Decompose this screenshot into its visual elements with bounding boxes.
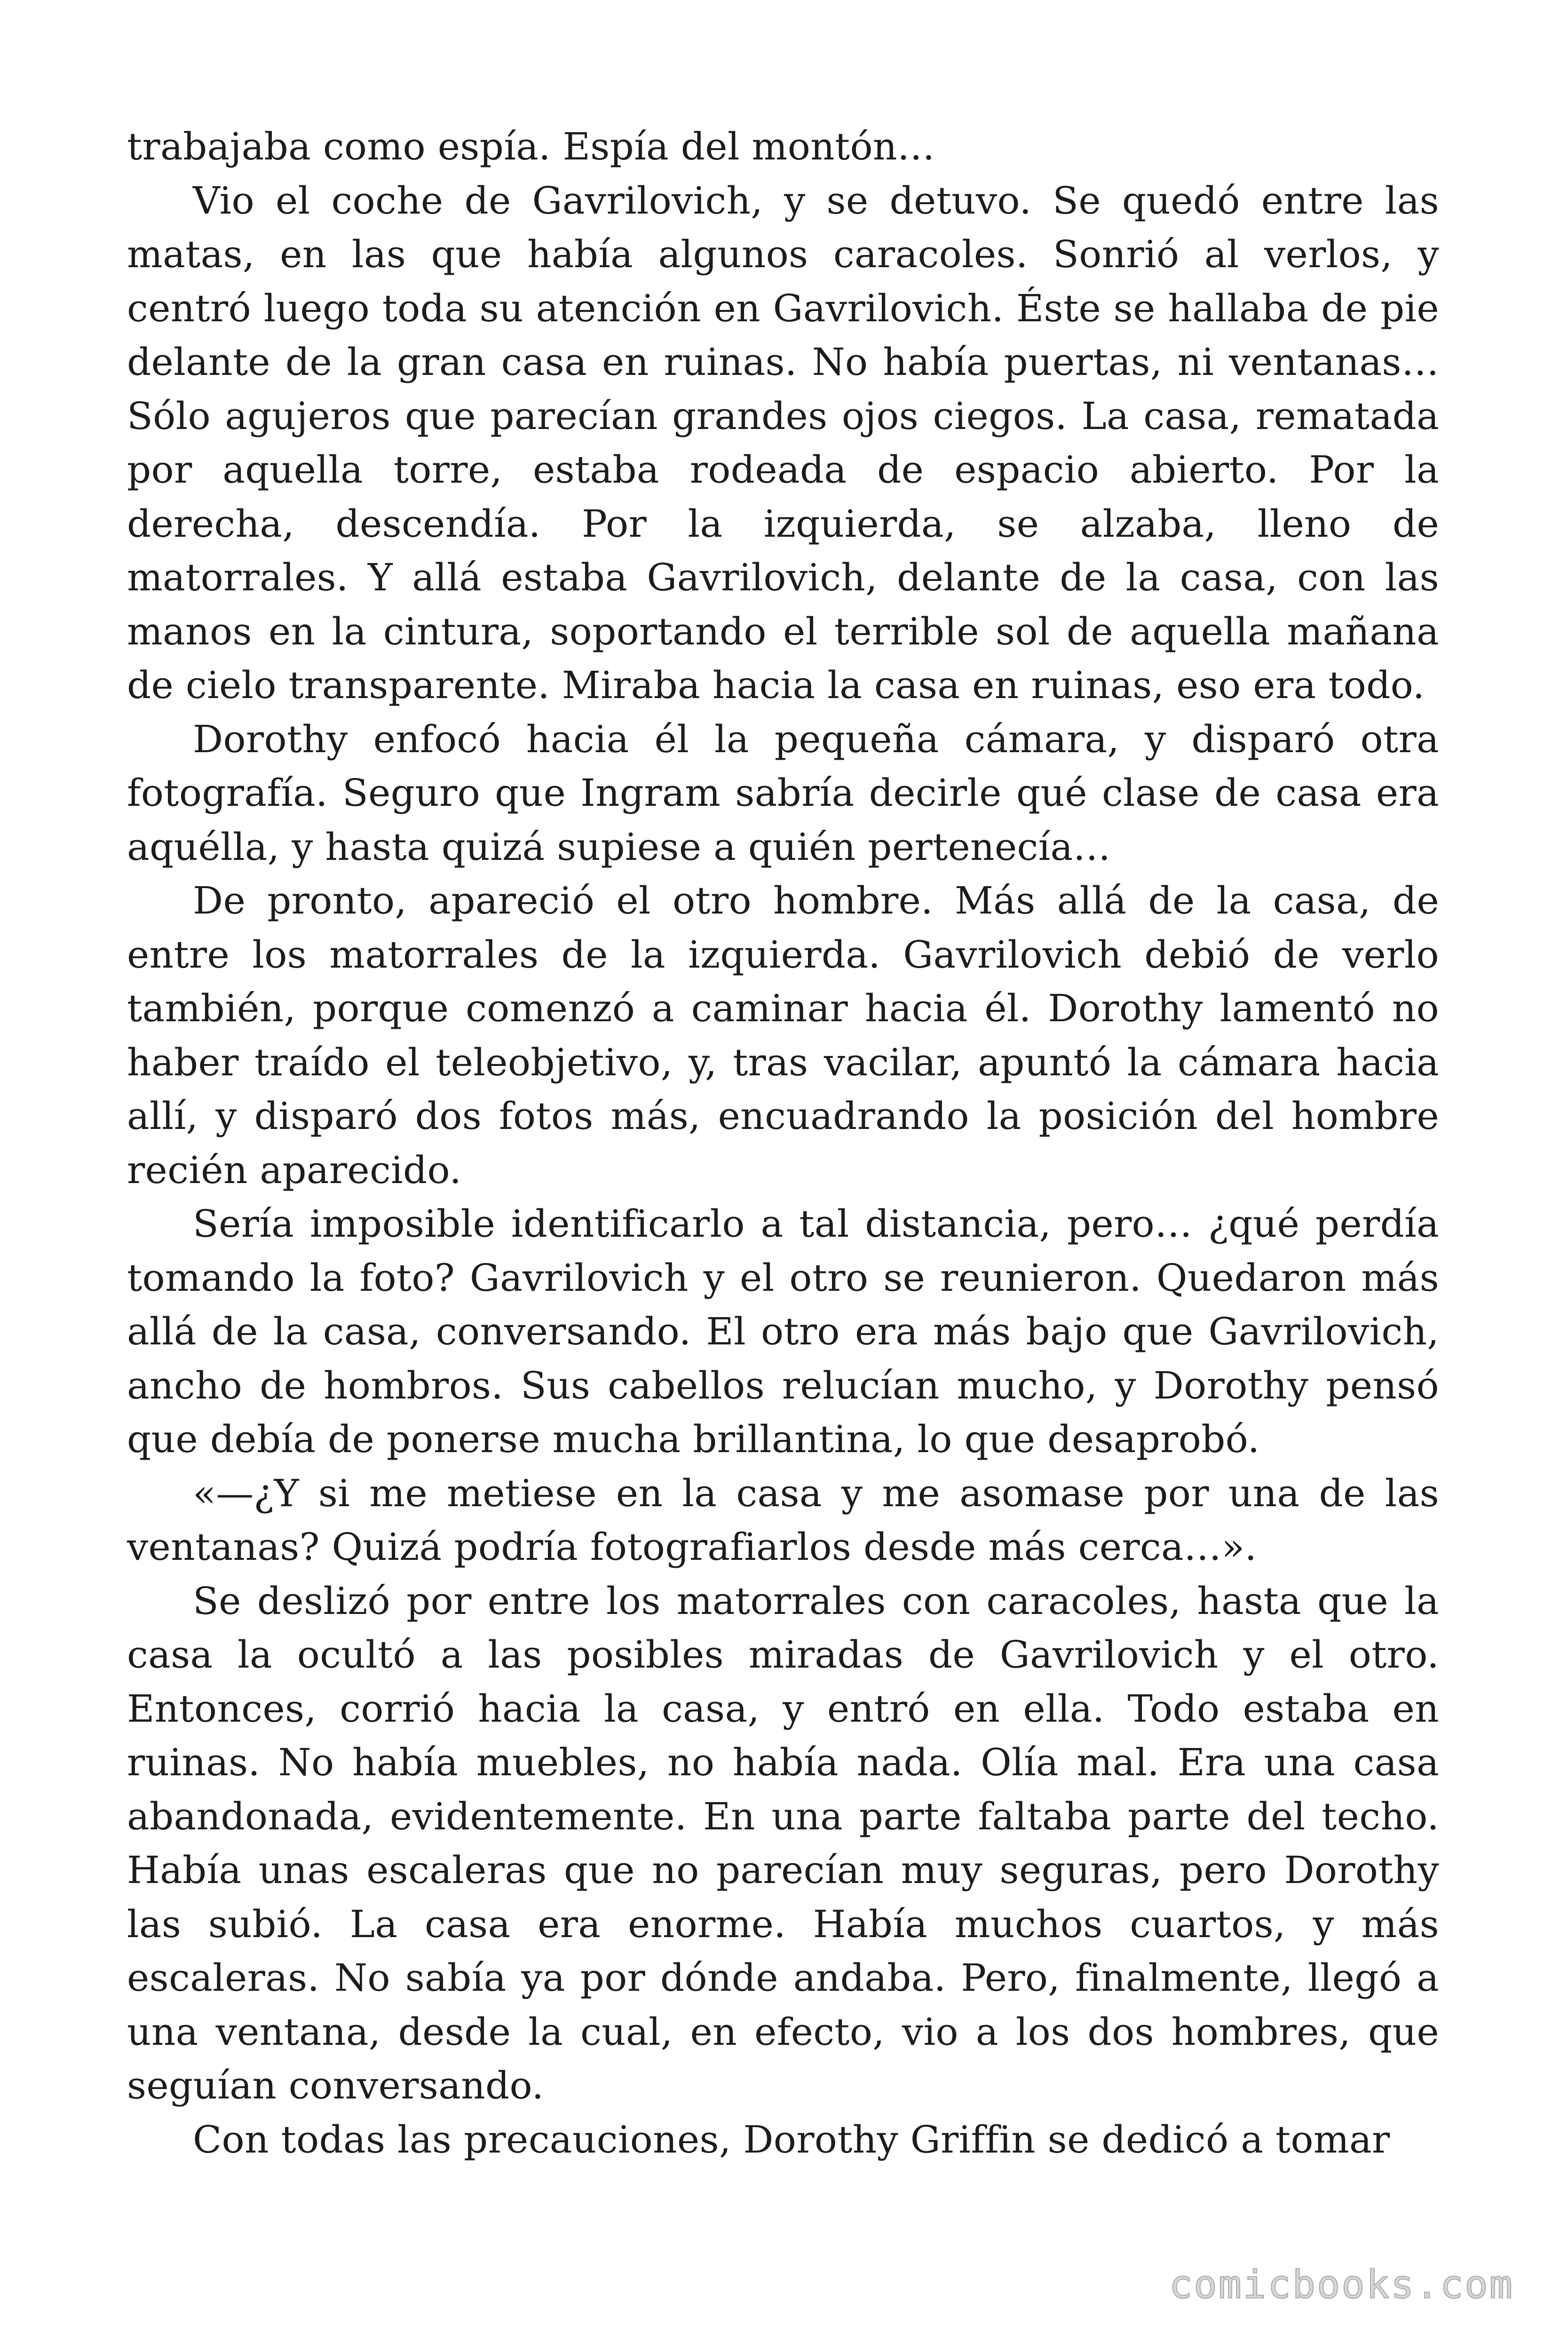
paragraph: De pronto, apareció el otro hombre. Más allá de la casa, de entre los matorrales de la izquierda. Gavrilovich debió de verlo también, porque comenzó a caminar hacia él. Dorothy lamentó no haber traído el teleobjetivo, y, tras vacilar, apuntó la cámara hacia allí, y disparó dos fotos más, encuadrando la posición del hombre recién aparecido. <box>127 879 1439 1192</box>
watermark: comicbooks.com <box>1169 2263 1514 2307</box>
paragraph: Dorothy enfocó hacia él la pequeña cámara, y disparó otra fotografía. Seguro que Ingram sabría decirle qué clase de casa era aquélla, y hasta quizá supiese a quién pertenecía… <box>127 717 1439 869</box>
body-text <box>127 120 1439 2167</box>
paragraph: Vio el coche de Gavrilovich, y se detuvo. Se quedó entre las matas, en las que había algunos caracoles. Sonrió al verlos, y centró luego toda su atención en Gavrilovich. Éste se hallaba de pie delante de la gran casa en ruinas. No había puertas, ni ventanas… Sólo agujeros que parecían grandes ojos ciegos. La casa, rematada por aquella torre, estaba rodeada de espacio abierto. Por la derecha, descendía. Por la izquierda, se alzaba, lleno de matorrales. Y allá estaba Gavrilovich, delante de la casa, con las manos en la cintura, soportando el terrible sol de aquella mañana de cielo transparente. Miraba hacia la casa en ruinas, eso era todo. <box>127 178 1439 707</box>
paragraph-last-line: Con todas las precauciones, Dorothy Griffin se dedicó a tomar <box>193 2117 1390 2161</box>
paragraph-continued: trabajaba como espía. Espía del montón… <box>127 125 935 168</box>
paragraph: Sería imposible identificarlo a tal distancia, pero… ¿qué perdía tomando la foto? Gavrilovich y el otro se reunieron. Quedaron más allá de la casa, conversando. El otro era más bajo que Gavrilovich, ancho de hombros. Sus cabellos relucían mucho, y Dorothy pensó que debía de ponerse mucha brillantina, lo que desaprobó. <box>127 1202 1439 1461</box>
paragraph: Se deslizó por entre los matorrales con caracoles, hasta que la casa la ocultó a las posibles miradas de Gavrilovich y el otro. Entonces, corrió hacia la casa, y entró en ella. Todo estaba en ruinas. No había muebles, no había nada. Olía mal. Era una casa abandonada, evidentemente. En una parte faltaba parte del techo. Había unas escaleras que no parecían muy seguras, pero Dorothy las subió. La casa era enorme. Había muchos cuartos, y más escaleras. No sabía ya por dónde andaba. Pero, finalmente, llegó a una ventana, desde la cual, en efecto, vio a los dos hombres, que seguían conversando. <box>127 1579 1439 2107</box>
paragraph: «—¿Y si me metiese en la casa y me asomase por una de las ventanas? Quizá podría fotografiarlos desde más cerca…». <box>127 1471 1439 1569</box>
